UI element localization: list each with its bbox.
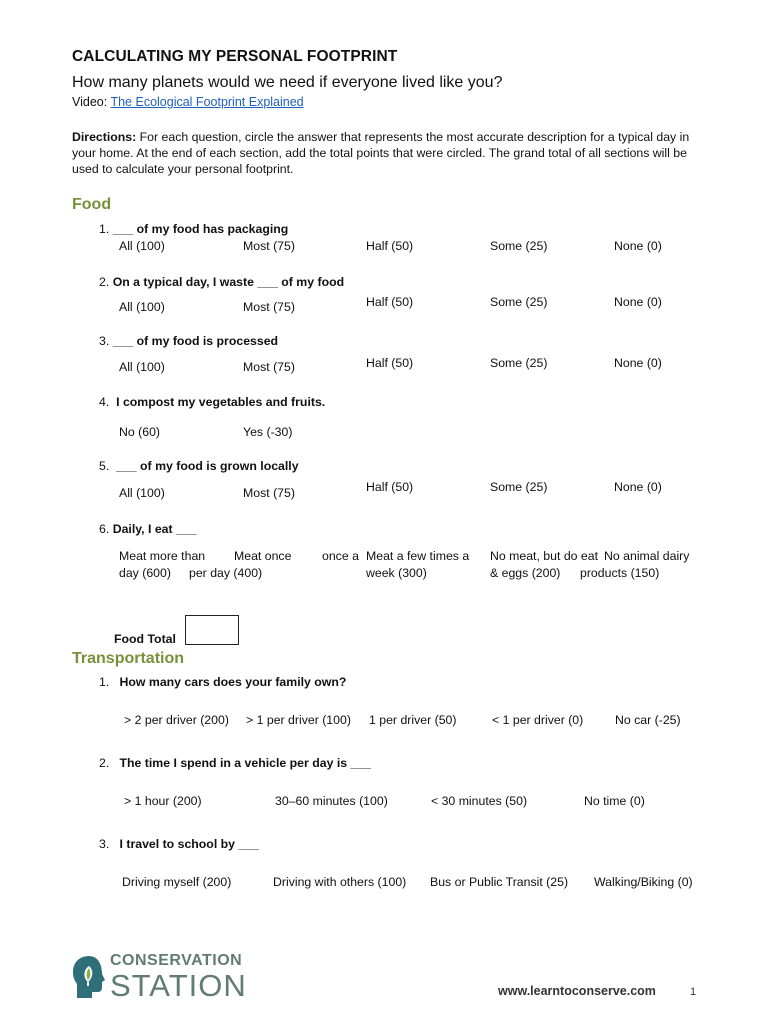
- answer-option[interactable]: Driving myself (200): [122, 875, 232, 889]
- question-number: 6.: [99, 522, 110, 536]
- answer-option[interactable]: Bus or Public Transit (25): [430, 875, 569, 889]
- question-number: 4.: [99, 395, 110, 409]
- question-text: ___ of my food has packaging: [112, 222, 289, 236]
- page-number: 1: [690, 986, 697, 998]
- page-subtitle: How many planets would we need if everyone lived like you?: [72, 74, 503, 91]
- answer-option[interactable]: None (0): [614, 480, 662, 494]
- question-text: The time I spend in a vehicle per day is ___: [119, 756, 372, 770]
- food-heading: Food: [72, 196, 112, 213]
- directions-text: For each question, circle the answer that represents the most accurate description for a typical day in your home. At the end of each section, add the total points that were circled. The grand total of all sections will be used to calculate your personal footprint.: [72, 130, 690, 176]
- answer-option[interactable]: Some (25): [490, 295, 548, 309]
- question-number: 2.: [99, 275, 110, 289]
- question-text: ___ of my food is processed: [112, 334, 279, 348]
- question-text: Daily, I eat ___: [112, 522, 197, 536]
- answer-option-fragment: once a: [322, 549, 359, 563]
- answer-option[interactable]: > 1 per driver (100): [246, 713, 351, 727]
- footer-url: www.learntoconserve.com: [498, 984, 656, 998]
- question-number: 2.: [99, 756, 110, 770]
- answer-option[interactable]: Walking/Biking (0): [594, 875, 693, 889]
- answer-option[interactable]: Meat a few times a week (300): [366, 549, 470, 580]
- answer-option[interactable]: No animal dairy products (150): [580, 549, 690, 580]
- answer-option[interactable]: Driving with others (100): [273, 875, 407, 889]
- question-number: 3.: [99, 837, 110, 851]
- answer-option[interactable]: Half (50): [366, 480, 414, 494]
- answer-option[interactable]: None (0): [614, 356, 662, 370]
- answer-option[interactable]: Meat more than day (600): [119, 549, 206, 580]
- answer-option[interactable]: Yes (-30): [243, 425, 293, 439]
- directions-label: Directions:: [72, 130, 137, 144]
- head-leaf-icon: [72, 954, 106, 1000]
- video-line: [72, 95, 304, 109]
- answer-option[interactable]: Half (50): [366, 295, 414, 309]
- question-number: 1.: [99, 675, 110, 689]
- question-text: On a typical day, I waste ___ of my food: [112, 275, 345, 289]
- food-question-6: [99, 522, 197, 536]
- answer-option[interactable]: No time (0): [584, 794, 645, 808]
- answer-option[interactable]: Most (75): [243, 360, 295, 374]
- answer-option[interactable]: Most (75): [243, 486, 295, 500]
- food-question-3: [99, 334, 278, 348]
- answer-option[interactable]: All (100): [119, 360, 165, 374]
- food-question-2: [99, 275, 344, 289]
- answer-option[interactable]: Most (75): [243, 239, 295, 253]
- answer-option[interactable]: None (0): [614, 239, 662, 253]
- answer-option[interactable]: 30–60 minutes (100): [275, 794, 388, 808]
- food-total-input[interactable]: [185, 615, 239, 645]
- food-total-label: Food Total: [114, 632, 176, 646]
- transport-question-2: [99, 756, 371, 770]
- answer-option[interactable]: Most (75): [243, 300, 295, 314]
- answer-option[interactable]: All (100): [119, 239, 165, 253]
- video-label: Video:: [72, 95, 108, 109]
- answer-option[interactable]: No (60): [119, 425, 161, 439]
- food-question-1: [99, 222, 288, 236]
- logo-text-top: CONSERVATION: [110, 952, 243, 969]
- transport-question-1: [99, 675, 346, 689]
- food-question-4: [99, 395, 325, 409]
- transportation-heading: Transportation: [72, 650, 185, 667]
- question-text: I travel to school by ___: [119, 837, 259, 851]
- logo-text-bottom: STATION: [110, 968, 247, 1003]
- answer-option[interactable]: Half (50): [366, 239, 414, 253]
- answer-option[interactable]: No car (-25): [615, 713, 681, 727]
- answer-option[interactable]: < 30 minutes (50): [431, 794, 528, 808]
- answer-option[interactable]: Some (25): [490, 480, 548, 494]
- answer-option[interactable]: > 2 per driver (200): [124, 713, 229, 727]
- question-number: 1.: [99, 222, 110, 236]
- answer-option[interactable]: > 1 hour (200): [124, 794, 202, 808]
- answer-option[interactable]: None (0): [614, 295, 662, 309]
- food-question-5: [99, 459, 299, 473]
- answer-option[interactable]: 1 per driver (50): [369, 713, 457, 727]
- answer-option[interactable]: All (100): [119, 486, 165, 500]
- directions: [72, 129, 712, 177]
- question-number: 5.: [99, 459, 110, 473]
- answer-option[interactable]: All (100): [119, 300, 165, 314]
- answer-option[interactable]: < 1 per driver (0): [492, 713, 584, 727]
- answer-option[interactable]: Some (25): [490, 356, 548, 370]
- question-text: I compost my vegetables and fruits.: [116, 395, 326, 409]
- answer-option[interactable]: Half (50): [366, 356, 414, 370]
- answer-option[interactable]: Some (25): [490, 239, 548, 253]
- question-text: How many cars does your family own?: [119, 675, 347, 689]
- video-link[interactable]: The Ecological Footprint Explained: [110, 95, 304, 109]
- question-number: 3.: [99, 334, 110, 348]
- answer-option[interactable]: Meat once per day (400): [189, 549, 292, 580]
- answer-option[interactable]: No meat, but do eat & eggs (200): [490, 549, 599, 580]
- page-title: CALCULATING MY PERSONAL FOOTPRINT: [72, 48, 398, 65]
- question-text: ___ of my food is grown locally: [116, 459, 299, 473]
- transport-question-3: [99, 837, 259, 851]
